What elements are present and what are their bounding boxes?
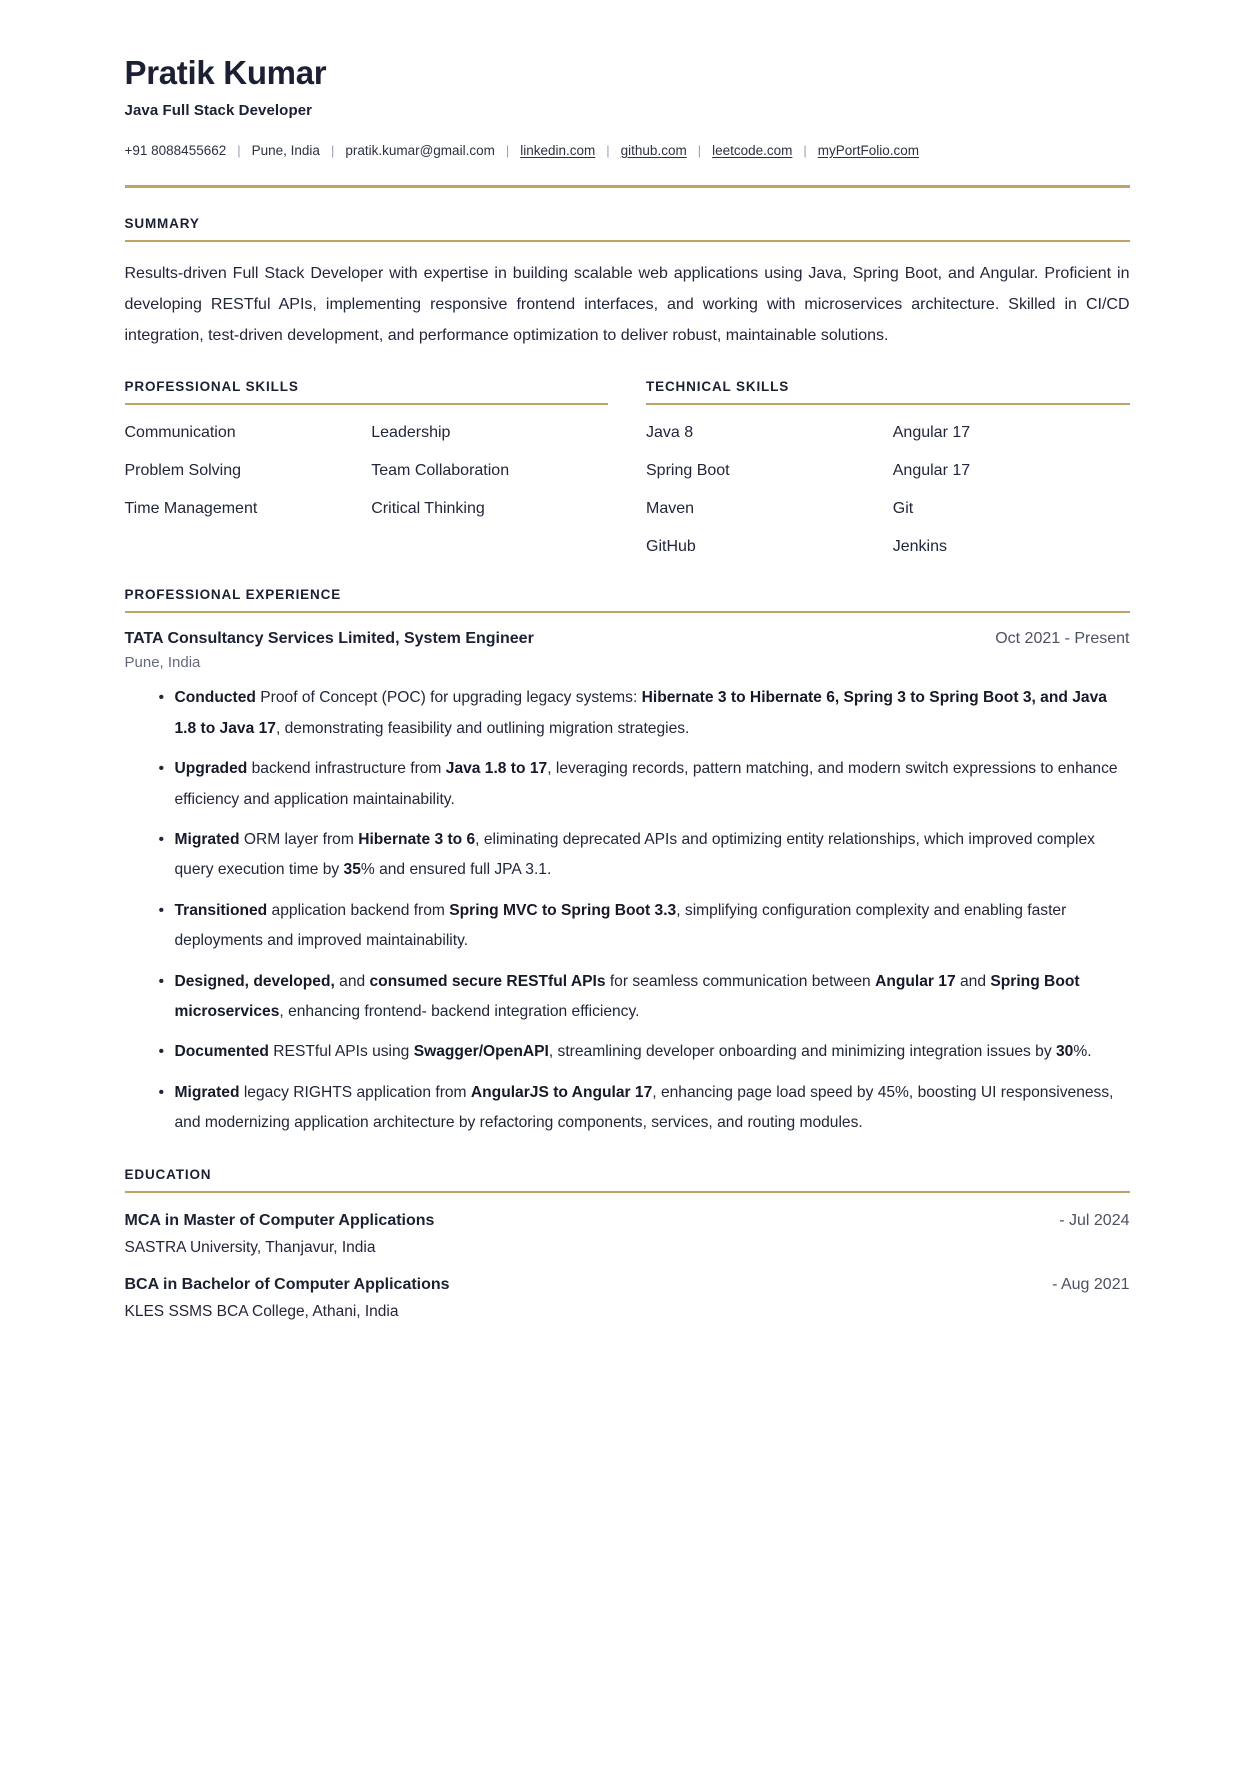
section-divider <box>125 611 1130 613</box>
bullet-emphasis: Spring Boot microservices <box>174 972 1080 1020</box>
header-divider <box>125 185 1130 188</box>
bullet-text: , simplifying configuration complexity and enabling faster deployments and improved maintainability. <box>174 901 1067 950</box>
skill-item: Time Management <box>124 500 258 518</box>
candidate-role: Java Full Stack Developer <box>124 101 313 119</box>
skill-item: Spring Boot <box>646 462 730 480</box>
linkedin-link[interactable]: linkedin.com <box>520 142 596 158</box>
bullet-emphasis: Java 1.8 to 17 <box>445 760 548 778</box>
skill-item: Team Collaboration <box>371 462 510 480</box>
education-degree: MCA in Master of Computer Applications <box>124 1211 435 1229</box>
education-section-title: EDUCATION <box>124 1166 212 1182</box>
bullet-text: backend infrastructure from <box>247 760 446 778</box>
bullet-emphasis: 30 <box>1055 1043 1074 1061</box>
bullet-text: Proof of Concept (POC) for upgrading legacy systems: <box>255 689 642 707</box>
job-bullet <box>159 896 1130 957</box>
education-date: - Jul 2024 <box>1059 1211 1130 1229</box>
bullet-emphasis: Migrated <box>174 830 240 848</box>
professional-skills-grid <box>125 421 609 521</box>
education-section <box>125 1167 1130 1321</box>
bullet-text: % and ensured full JPA 3.1. <box>360 861 552 879</box>
technical-skills-title: TECHNICAL SKILLS <box>646 379 790 395</box>
section-divider <box>646 403 1130 405</box>
skill-item: GitHub <box>646 538 696 556</box>
job-bullet-list <box>125 683 1130 1138</box>
bullet-text: , streamlining developer onboarding and minimizing integration issues by <box>548 1043 1056 1061</box>
job-bullet <box>159 1078 1130 1139</box>
bullet-text: , leveraging records, pattern matching, and modern switch expressions to enhance efficiency and application maintainability. <box>174 760 1118 808</box>
bullet-emphasis: AngularJS to Angular 17 <box>470 1083 653 1101</box>
bullet-emphasis: consumed secure RESTful APIs <box>369 972 606 990</box>
job-bullet <box>159 825 1130 886</box>
contact-separator: | <box>505 142 510 158</box>
bullet-emphasis: Transitioned <box>174 901 268 919</box>
professional-skills-title: PROFESSIONAL SKILLS <box>124 379 299 395</box>
bullet-text: , eliminating deprecated APIs and optimizing entity relationships, which improved complex query execution time by <box>174 830 1095 879</box>
bullet-emphasis: Spring MVC to Spring Boot 3.3 <box>449 901 677 919</box>
skill-item: Communication <box>124 424 236 442</box>
skills-sections <box>125 379 1130 559</box>
skill-item: Git <box>892 500 914 518</box>
summary-section <box>125 216 1130 351</box>
job-title: TATA Consultancy Services Limited, System Engineer <box>124 630 534 648</box>
skill-item: Jenkins <box>892 538 947 556</box>
skill-item: Maven <box>646 500 695 518</box>
contact-separator: | <box>606 142 610 158</box>
contact-separator: | <box>697 142 702 158</box>
bullet-text: application backend from <box>267 901 450 919</box>
section-divider <box>125 1191 1130 1193</box>
education-school: SASTRA University, Thanjavur, India <box>124 1238 376 1256</box>
bullet-text: , enhancing page load speed by 45%, boosting UI responsiveness, and modernizing application architecture by refactoring components, services, and routing modules. <box>174 1083 1114 1132</box>
skill-item: Critical Thinking <box>371 500 485 518</box>
technical-skills-grid <box>646 421 1130 559</box>
education-entry <box>125 1212 1130 1257</box>
bullet-text: , demonstrating feasibility and outlining migration strategies. <box>275 719 690 737</box>
experience-section <box>125 587 1130 1138</box>
skill-item: Angular 17 <box>892 462 971 480</box>
leetcode-link[interactable]: leetcode.com <box>712 142 793 158</box>
skill-item: Angular 17 <box>892 424 971 442</box>
portfolio-link[interactable]: myPortFolio.com <box>817 142 920 158</box>
job-bullet <box>159 683 1130 744</box>
bullet-emphasis: Hibernate 3 to Hibernate 6, Spring 3 to Spring Boot 3, and Java 1.8 to Java 17 <box>174 689 1107 737</box>
github-link[interactable]: github.com <box>620 142 687 158</box>
job-bullet <box>159 754 1130 815</box>
education-school: KLES SSMS BCA College, Athani, India <box>124 1302 399 1320</box>
section-divider <box>125 240 1130 242</box>
bullet-text: ORM layer from <box>239 830 359 848</box>
bullet-text: , enhancing frontend- backend integration efficiency. <box>279 1003 640 1020</box>
bullet-text: and <box>334 972 370 990</box>
bullet-emphasis: 35 <box>343 861 361 879</box>
job-date: Oct 2021 - Present <box>995 630 1130 648</box>
experience-entry-header <box>125 630 1130 648</box>
bullet-emphasis: Migrated <box>174 1083 240 1101</box>
skill-item: Leadership <box>371 424 451 442</box>
contact-separator: | <box>237 142 241 158</box>
technical-skills-section <box>646 379 1130 559</box>
professional-skills-section <box>125 379 609 559</box>
bullet-emphasis: Documented <box>174 1043 269 1061</box>
contact-phone: +91 8088455662 <box>124 142 227 158</box>
bullet-text: RESTful APIs using <box>268 1043 414 1061</box>
contact-separator: | <box>330 142 335 158</box>
job-bullet <box>159 1037 1130 1067</box>
bullet-emphasis: Conducted <box>174 689 256 707</box>
education-degree: BCA in Bachelor of Computer Applications <box>124 1275 450 1293</box>
experience-entry <box>125 630 1130 1138</box>
contact-bar <box>125 141 1130 161</box>
bullet-emphasis: Swagger/OpenAPI <box>413 1043 549 1061</box>
summary-text: Results-driven Full Stack Developer with expertise in building scalable web applications using Java, Spring Boot, and Angular. Proficient in developing RESTful APIs, implementing responsive frontend interfaces, and working with microservices architecture. Skilled in CI/CD integration, test-driven development, and performance optimization to deliver robust, maintainable solutions. <box>124 265 1130 344</box>
job-location: Pune, India <box>124 654 201 672</box>
education-date: - Aug 2021 <box>1052 1275 1130 1293</box>
bullet-emphasis: Designed, developed, <box>174 972 335 990</box>
education-entry <box>125 1276 1130 1321</box>
education-entry-header <box>125 1276 1130 1294</box>
bullet-text: and <box>955 972 991 990</box>
contact-separator: | <box>803 142 807 158</box>
skill-item: Problem Solving <box>124 462 241 480</box>
section-divider <box>125 403 609 405</box>
job-bullet <box>159 967 1130 1028</box>
summary-section-title: SUMMARY <box>124 216 200 232</box>
bullet-emphasis: Hibernate 3 to 6 <box>358 830 476 848</box>
contact-location: Pune, India <box>251 142 320 158</box>
bullet-text: legacy RIGHTS application from <box>239 1083 471 1101</box>
skill-item: Java 8 <box>646 424 694 442</box>
bullet-text: %. <box>1073 1043 1092 1061</box>
bullet-text: for seamless communication between <box>605 972 876 990</box>
resume-header <box>125 54 1130 188</box>
bullet-emphasis: Angular 17 <box>875 972 956 990</box>
bullet-emphasis: Upgraded <box>174 760 248 778</box>
contact-email: pratik.kumar@gmail.com <box>345 142 495 158</box>
candidate-name: Pratik Kumar <box>124 54 327 91</box>
experience-section-title: PROFESSIONAL EXPERIENCE <box>124 587 342 603</box>
education-entry-header <box>125 1212 1130 1230</box>
